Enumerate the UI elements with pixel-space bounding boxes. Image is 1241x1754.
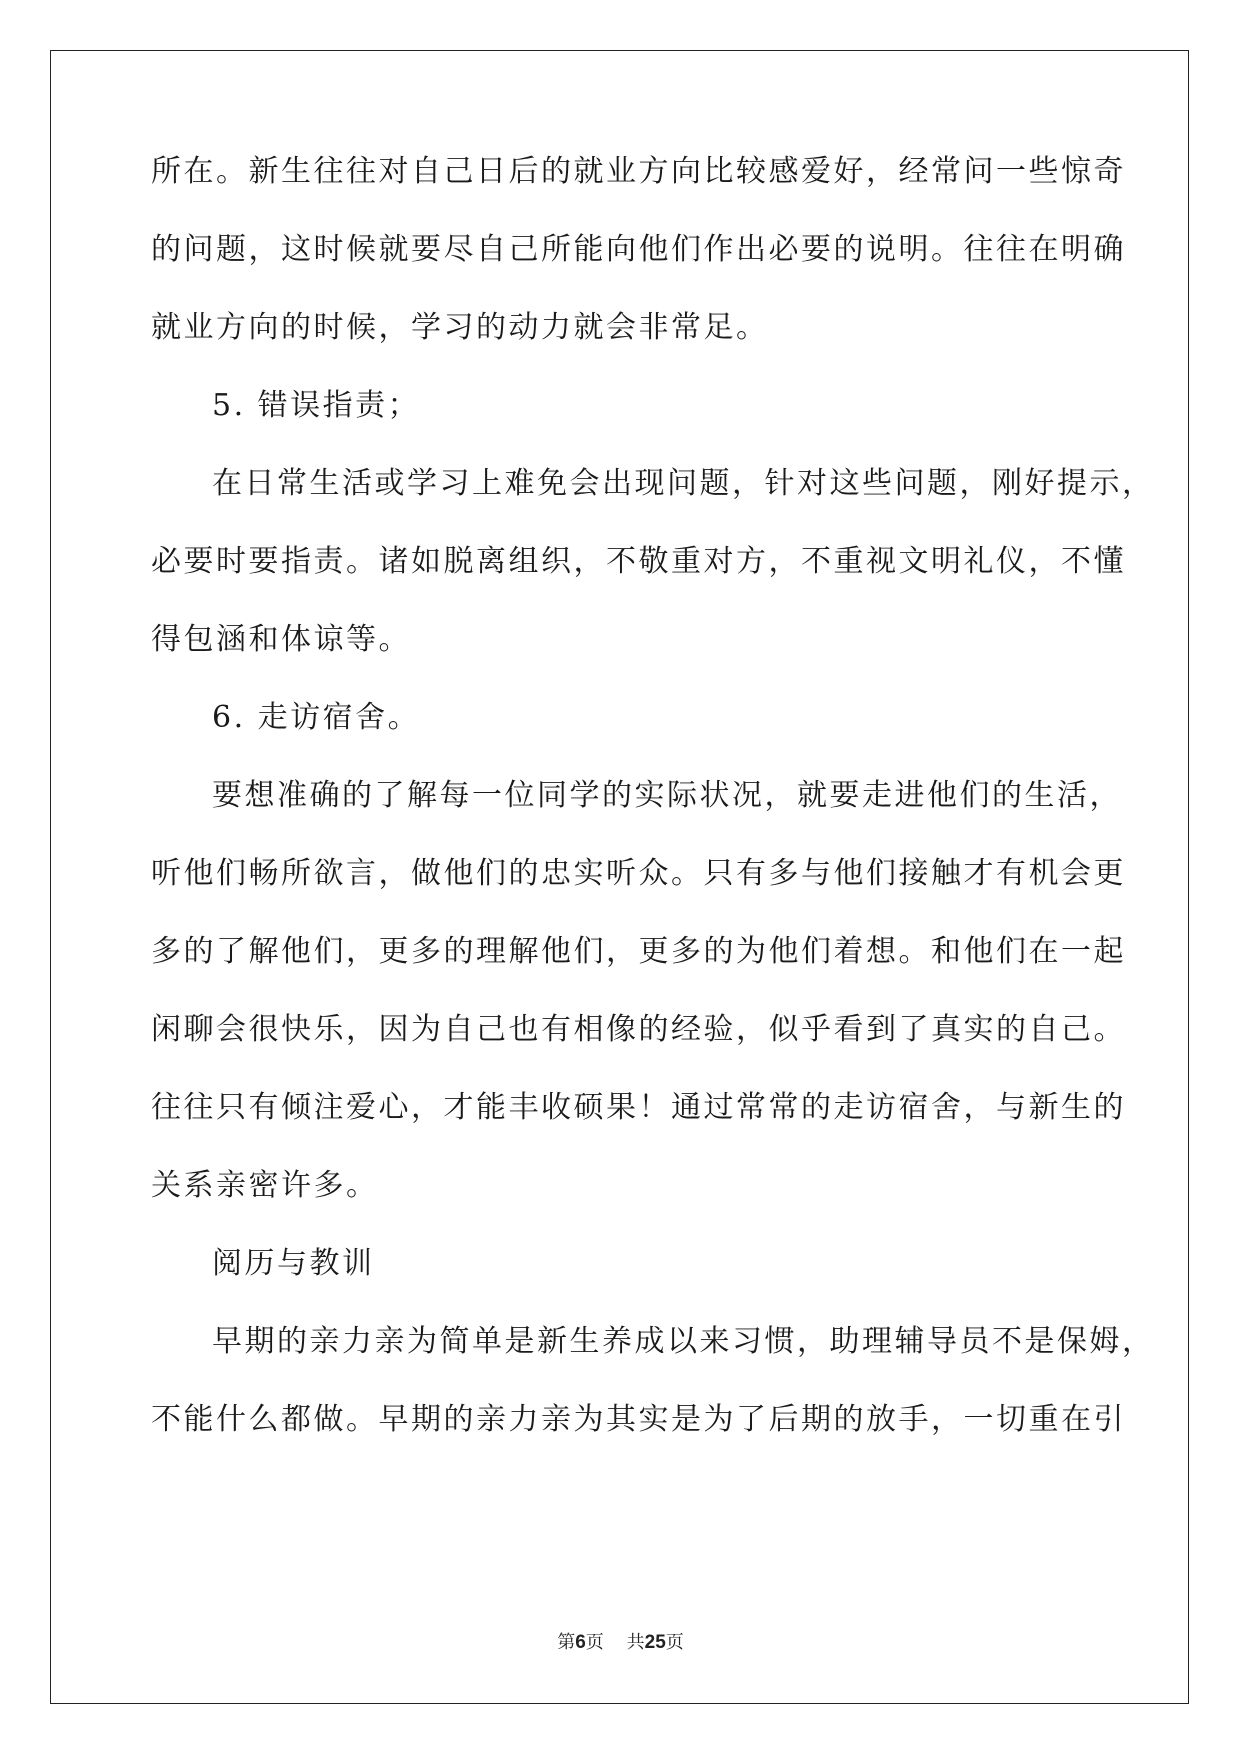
paragraph-line: 得包涵和体谅等。 [151, 622, 411, 657]
section-heading-5: 5. 错误指责； [212, 388, 421, 423]
paragraph-line: 早期的亲力亲为简单是新生养成以来习惯，助理辅导员不是保姆， [212, 1324, 1155, 1359]
paragraph-line: 在日常生活或学习上难免会出现问题，针对这些问题，刚好提示， [212, 466, 1155, 501]
total-suffix: 页 [665, 1632, 684, 1653]
paragraph-line: 听他们畅所欲言，做他们的忠实听众。只有多与他们接触才有机会更 [151, 856, 1126, 891]
section-heading-6: 6. 走访宿舍。 [212, 700, 421, 735]
paragraph-line: 关系亲密许多。 [151, 1168, 379, 1203]
section-heading-experience: 阅历与教训 [212, 1246, 375, 1281]
page-footer [0, 1628, 1241, 1654]
paragraph-line: 必要时要指责。诸如脱离组织，不敬重对方，不重视文明礼仪，不懂 [151, 544, 1126, 579]
paragraph-line: 往往只有倾注爱心，才能丰收硕果！通过常常的走访宿舍，与新生的 [151, 1090, 1126, 1125]
paragraph-line: 就业方向的时候，学习的动力就会非常足。 [151, 310, 769, 345]
page-prefix: 第 [557, 1632, 576, 1653]
total-pages: 25 [644, 1632, 666, 1653]
page-suffix: 页 [585, 1632, 604, 1653]
paragraph-line: 闲聊会很快乐，因为自己也有相像的经验，似乎看到了真实的自己。 [151, 1012, 1126, 1047]
paragraph-line: 多的了解他们，更多的理解他们，更多的为他们着想。和他们在一起 [151, 934, 1126, 969]
page-number: 6 [575, 1632, 586, 1653]
total-prefix: 共 [626, 1632, 645, 1653]
paragraph-line: 要想准确的了解每一位同学的实际状况，就要走进他们的生活， [212, 778, 1122, 813]
paragraph-line: 不能什么都做。早期的亲力亲为其实是为了后期的放手，一切重在引 [151, 1402, 1126, 1437]
paragraph-line: 所在。新生往往对自己日后的就业方向比较感爱好，经常问一些惊奇 [151, 154, 1126, 189]
paragraph-line: 的问题，这时候就要尽自己所能向他们作出必要的说明。往往在明确 [151, 232, 1126, 267]
